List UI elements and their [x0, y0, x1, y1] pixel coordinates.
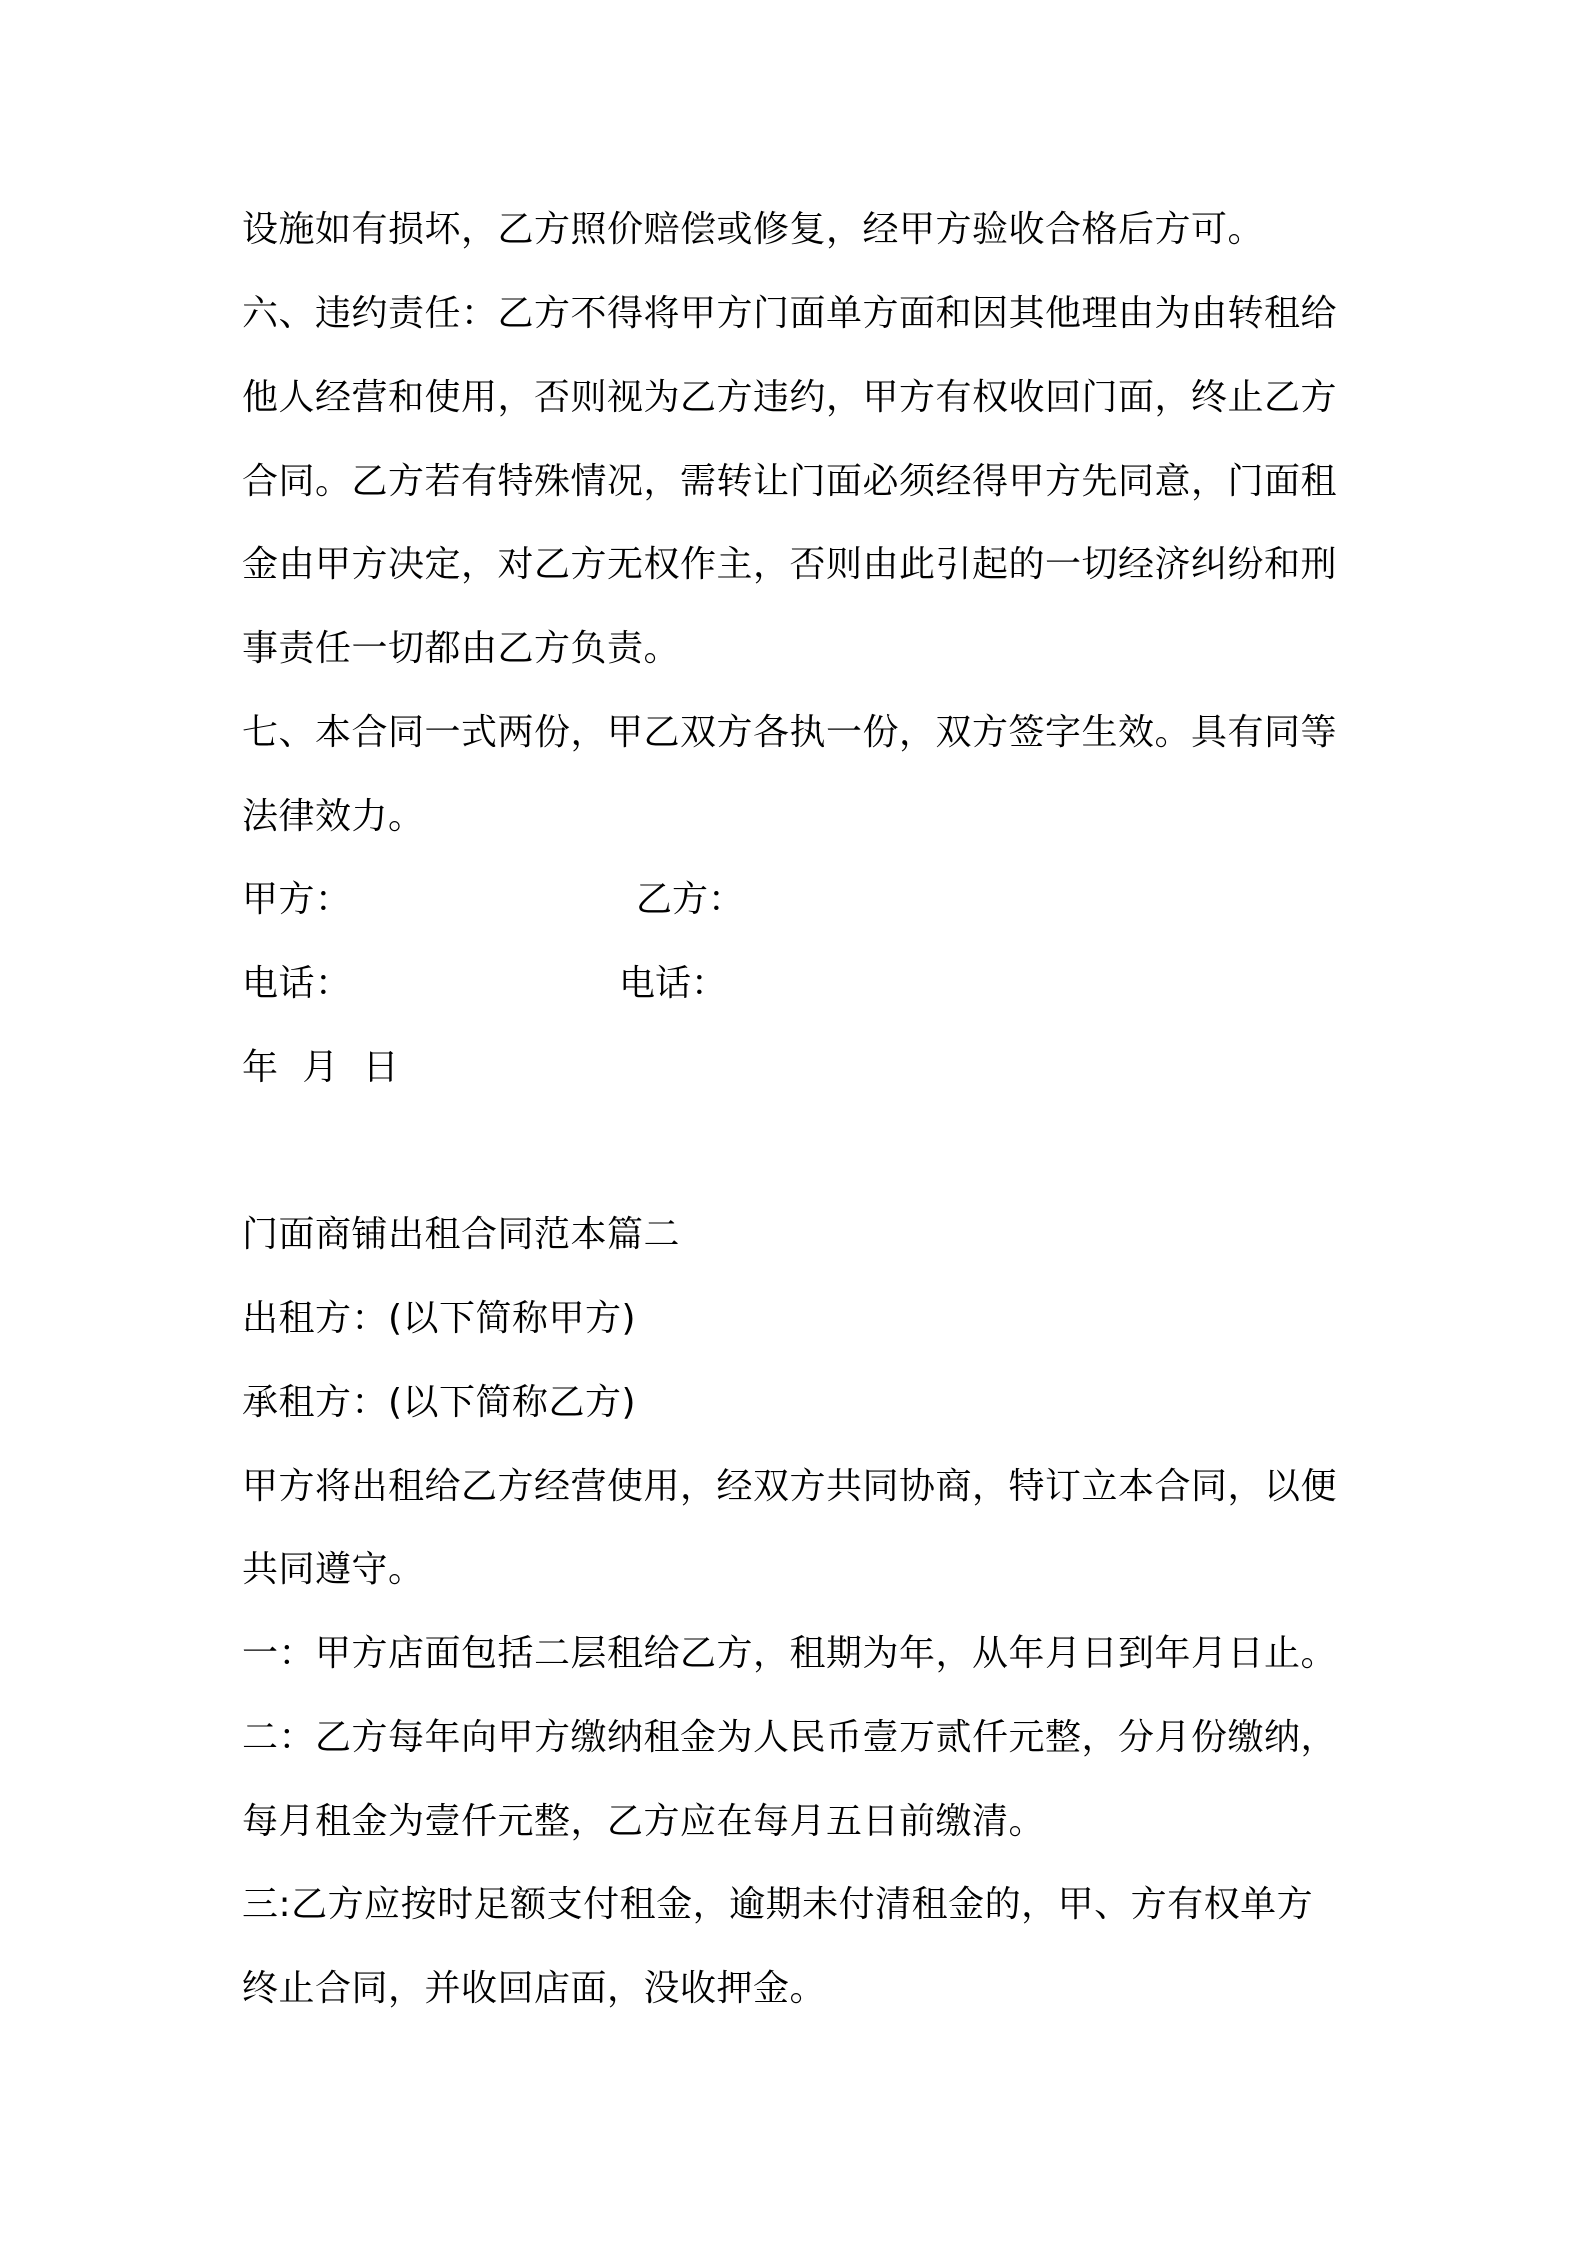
paragraph-line: 二：乙方每年向甲方缴纳租金为人民币壹万贰仟元整，分月份缴纳，	[242, 1717, 1338, 1758]
date-label: 年 月 日	[242, 1047, 400, 1088]
lessor-line: 出租方：(以下简称甲方)	[242, 1298, 637, 1339]
paragraph-line: 甲方将出租给乙方经营使用，经双方共同协商，特订立本合同，以便	[242, 1466, 1338, 1507]
paragraph-line: 六、违约责任：乙方不得将甲方门面单方面和因其他理由为由转租给	[242, 293, 1338, 334]
paragraph-line: 终止合同，并收回店面，没收押金。	[242, 1968, 827, 2009]
paragraph-line: 金由甲方决定，对乙方无权作主，否则由此引起的一切经济纠纷和刑	[242, 544, 1338, 585]
phone-b-label: 电话：	[619, 963, 728, 1004]
paragraph-line: 事责任一切都由乙方负责。	[242, 628, 681, 669]
lessee-line: 承租方：(以下简称乙方)	[242, 1382, 637, 1423]
paragraph-line: 每月租金为壹仟元整，乙方应在每月五日前缴清。	[242, 1801, 1046, 1842]
paragraph-line: 合同。乙方若有特殊情况，需转让门面必须经得甲方先同意，门面租	[242, 461, 1338, 502]
party-a-label: 甲方：	[242, 879, 352, 920]
section-title: 门面商铺出租合同范本篇二	[242, 1214, 681, 1255]
paragraph-line: 他人经营和使用，否则视为乙方违约，甲方有权收回门面，终止乙方	[242, 377, 1338, 418]
party-b-label: 乙方：	[636, 879, 745, 920]
paragraph-line: 法律效力。	[242, 796, 425, 837]
paragraph-line: 三:乙方应按时足额支付租金，逾期未付清租金的，甲、方有权单方	[242, 1884, 1314, 1925]
paragraph-line: 七、本合同一式两份，甲乙双方各执一份，双方签字生效。具有同等	[242, 712, 1338, 753]
phone-a-label: 电话：	[242, 963, 352, 1004]
paragraph-line: 设施如有损坏，乙方照价赔偿或修复，经甲方验收合格后方可。	[242, 209, 1265, 250]
paragraph-line: 一：甲方店面包括二层租给乙方，租期为年，从年月日到年月日止。	[242, 1633, 1338, 1674]
paragraph-line: 共同遵守。	[242, 1549, 425, 1590]
